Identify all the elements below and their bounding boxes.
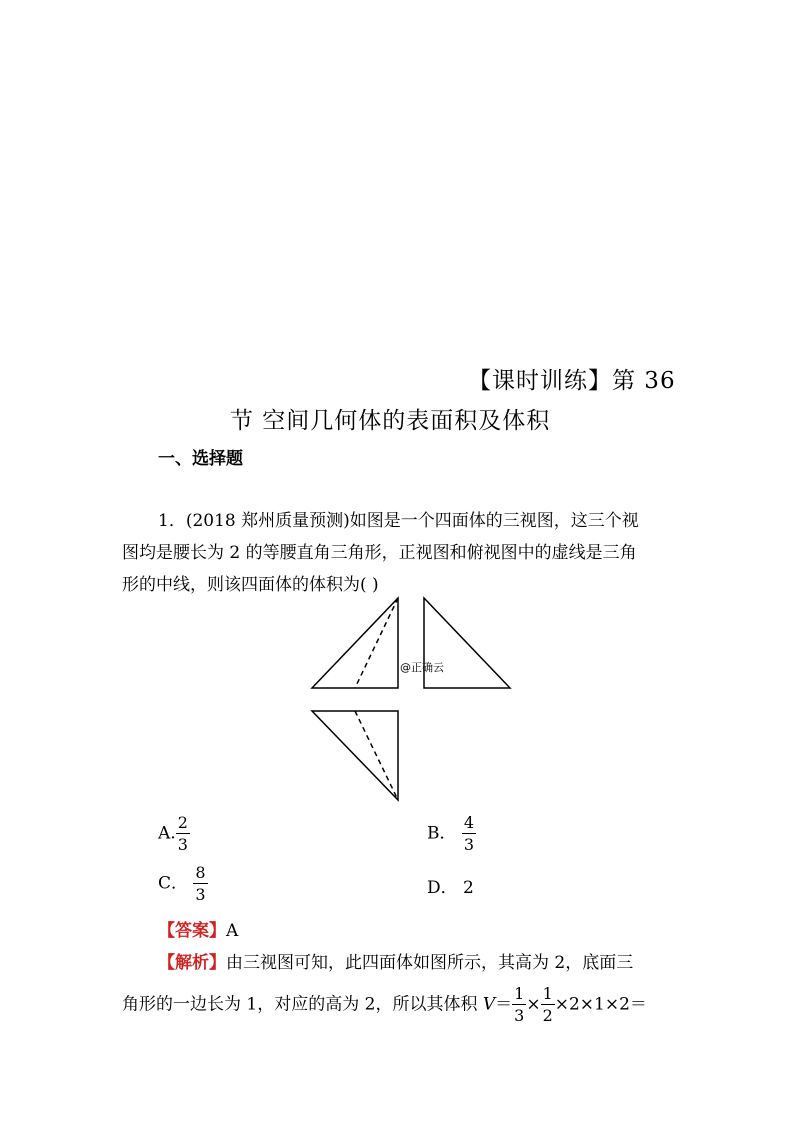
option-c-denominator: 3	[195, 885, 206, 904]
analysis-fraction-2-denominator: 2	[542, 1006, 553, 1025]
question-1-line-3: 形的中线，则该四面体的体积为( )	[122, 575, 379, 595]
analysis-fraction-2	[541, 986, 555, 1024]
answer-value: A	[226, 921, 239, 941]
analysis-fraction-1-denominator: 3	[514, 1006, 525, 1025]
option-c-fraction	[193, 865, 207, 903]
option-b-denominator: 3	[463, 835, 475, 854]
option-b-label: B．	[427, 823, 457, 844]
analysis-line-2	[122, 986, 647, 1024]
section-heading: 一、选择题	[158, 449, 243, 469]
analysis-fraction-1-numerator: 1	[514, 984, 525, 1003]
watermark: @正确云	[400, 661, 444, 674]
answer-line	[158, 916, 238, 941]
analysis-text-2: 角形的一边长为 1，对应的高为 2，所以其体积	[122, 994, 483, 1015]
option-d-label: D．	[427, 878, 458, 898]
option-a-fraction	[176, 815, 190, 853]
title-line-1: 【课时训练】第 36	[468, 368, 676, 394]
question-1-line-1: 1．(2018 郑州质量预测)如图是一个四面体的三视图，这三个视	[158, 511, 639, 531]
answer-tag: 【答案】	[158, 921, 226, 941]
option-a-label: A.	[158, 823, 176, 844]
three-view-figure	[300, 590, 520, 805]
analysis-times: ×	[526, 994, 541, 1015]
analysis-volume-symbol: V	[482, 994, 496, 1015]
option-c-numerator: 8	[195, 863, 206, 882]
question-1-line-2: 图均是腰长为 2 的等腰直角三角形，正视图和俯视图中的虚线是三角	[122, 543, 637, 563]
option-c-label: C．	[158, 873, 189, 894]
option-c	[158, 865, 208, 903]
option-a-denominator: 3	[177, 835, 188, 854]
title-line-2: 节 空间几何体的表面积及体积	[230, 408, 551, 434]
analysis-fraction-1	[512, 986, 526, 1024]
analysis-equals: ＝	[495, 994, 513, 1015]
option-b	[427, 815, 476, 853]
analysis-tail: ×2×1×2＝	[554, 994, 647, 1015]
top-view	[312, 711, 398, 800]
option-a-numerator: 2	[177, 813, 188, 832]
front-view	[312, 598, 398, 688]
option-b-fraction	[462, 815, 476, 853]
option-a	[158, 815, 190, 853]
option-d-value: 2	[463, 878, 474, 898]
option-b-numerator: 4	[463, 813, 475, 832]
analysis-line-1	[158, 948, 633, 973]
option-d	[427, 873, 474, 898]
analysis-tag: 【解析】	[158, 953, 226, 973]
analysis-fraction-2-numerator: 1	[542, 984, 553, 1003]
analysis-text-1: 由三视图可知，此四面体如图所示，其高为 2，底面三	[226, 953, 634, 973]
